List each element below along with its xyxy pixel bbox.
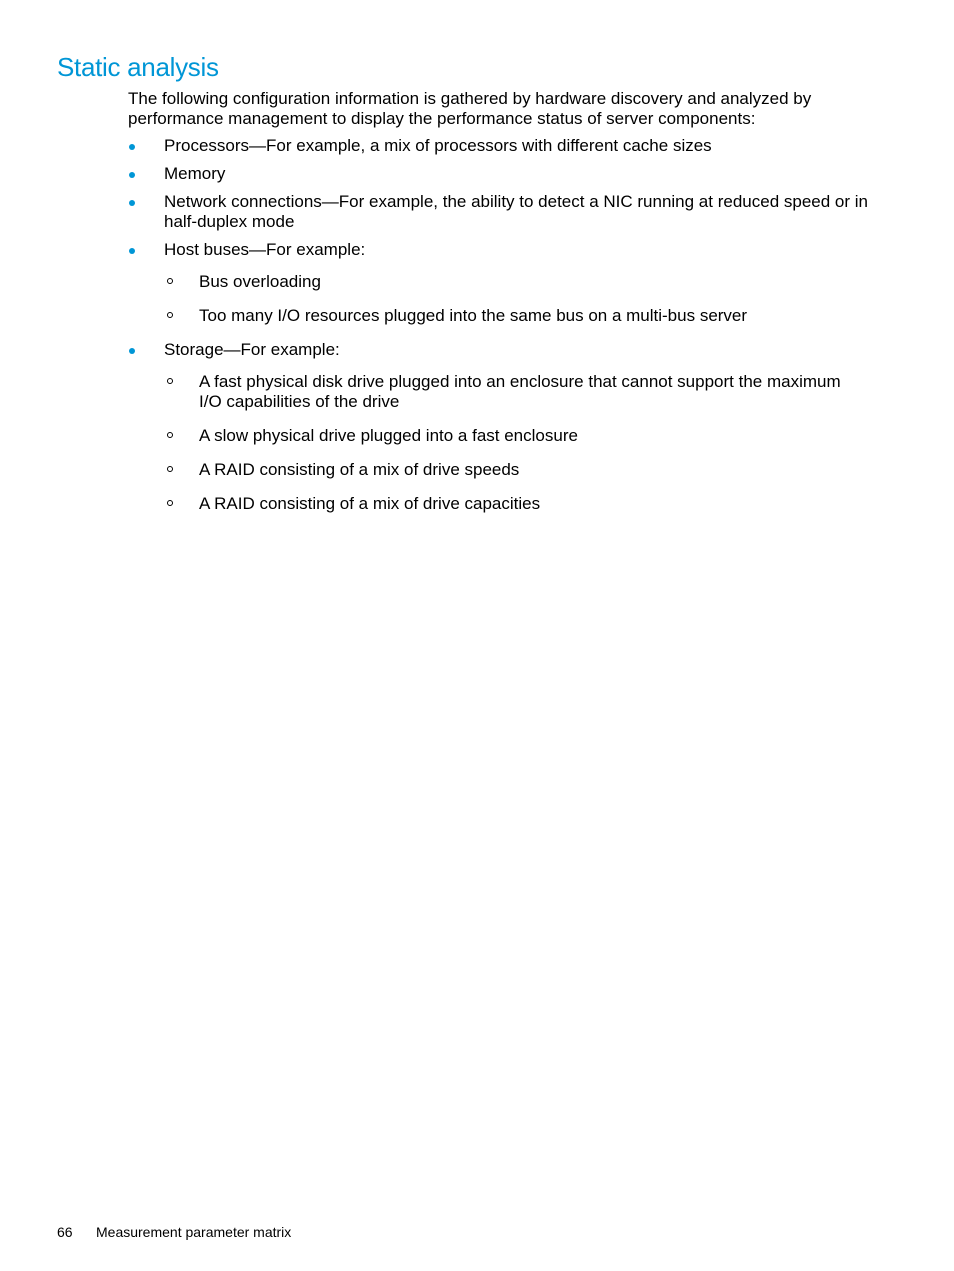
circle-bullet-icon (167, 466, 173, 472)
list-item (128, 340, 868, 514)
sub-list-item (164, 372, 868, 412)
list-item-text: Processors—For example, a mix of processors with different cache sizes (164, 136, 712, 155)
intro-paragraph: The following configuration information is gathered by hardware discovery and analyzed by performance management to display the performance status of server components: (128, 89, 812, 128)
bullet-icon (129, 200, 135, 206)
circle-bullet-icon (167, 500, 173, 506)
list-item-text: Network connections—For example, the ability to detect a NIC running at reduced speed or in half-duplex mode (164, 192, 868, 231)
circle-bullet-icon (167, 432, 173, 438)
sub-list-item-text: A RAID consisting of a mix of drive capacities (199, 494, 541, 513)
bullet-icon (129, 348, 135, 354)
list-item (128, 192, 868, 232)
bullet-list (128, 136, 868, 528)
sub-list-item-text: Too many I/O resources plugged into the same bus on a multi-bus server (199, 306, 748, 325)
chapter-title: Measurement parameter matrix (96, 1224, 292, 1240)
list-item (128, 136, 868, 156)
sub-list (164, 372, 868, 514)
sub-list-item-text: A RAID consisting of a mix of drive speeds (199, 460, 520, 479)
sub-list-item (164, 460, 868, 480)
page-title: Static analysis (57, 52, 219, 82)
list-item-text: Host buses—For example: (164, 240, 366, 259)
page-number: 66 (57, 1224, 73, 1240)
sub-list-item (164, 272, 868, 292)
bullet-icon (129, 248, 135, 254)
circle-bullet-icon (167, 312, 173, 318)
list-item-text: Memory (164, 164, 226, 183)
sub-list-item-text: Bus overloading (199, 272, 321, 291)
sub-list-item-text: A slow physical drive plugged into a fast enclosure (199, 426, 578, 445)
sub-list (164, 272, 868, 326)
sub-list-item-text: A fast physical disk drive plugged into an enclosure that cannot support the maximum I/O capabilities of the drive (199, 372, 841, 411)
sub-list-item (164, 426, 868, 446)
list-item-text: Storage—For example: (164, 340, 340, 359)
bullet-icon (129, 144, 135, 150)
list-item (128, 240, 868, 326)
bullet-icon (129, 172, 135, 178)
circle-bullet-icon (167, 378, 173, 384)
circle-bullet-icon (167, 278, 173, 284)
list-item (128, 164, 868, 184)
sub-list-item (164, 494, 868, 514)
page-footer (57, 1223, 291, 1241)
sub-list-item (164, 306, 868, 326)
